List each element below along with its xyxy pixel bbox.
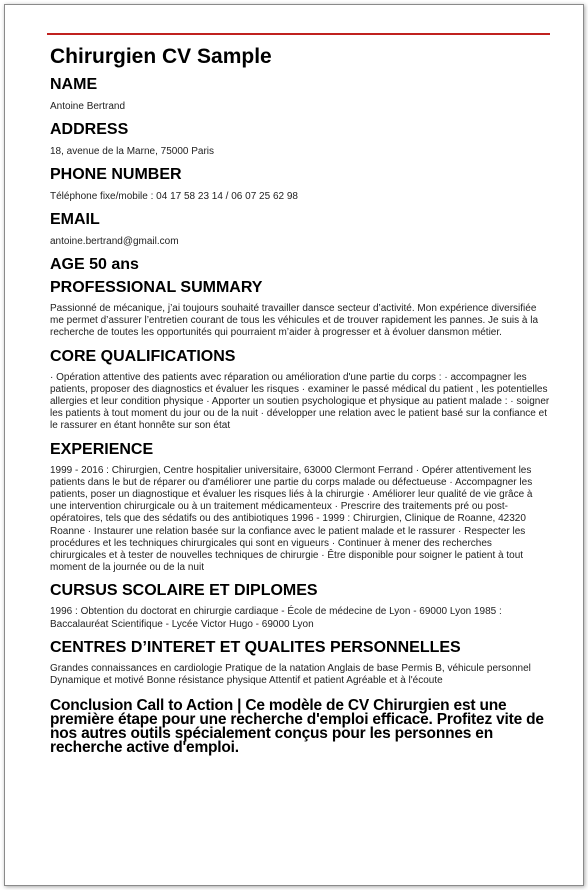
- interests-section: [50, 638, 550, 687]
- email-section: [50, 210, 550, 248]
- summary-heading: PROFESSIONAL SUMMARY: [50, 279, 263, 296]
- qualifications-heading: CORE QUALIFICATIONS: [50, 347, 236, 365]
- cv-title: Chirurgien CV Sample: [50, 45, 272, 68]
- cv-content: [50, 45, 550, 755]
- address-value: 18, avenue de la Marne, 75000 Paris: [50, 146, 214, 157]
- phone-value: Téléphone fixe/mobile : 04 17 58 23 14 / 06 07 25 62 98: [50, 191, 298, 202]
- education-section: [50, 581, 550, 630]
- cv-page: [4, 4, 584, 886]
- name-section: [50, 75, 550, 113]
- experience-section: [50, 440, 550, 575]
- summary-section: [50, 278, 550, 340]
- experience-text: 1999 - 2016 : Chirurgien, Centre hospitalier universitaire, 63000 Clermont Ferrand · Opérer attentivement les patients dans le but de réparer ou d'améliorer une partie du corps malade ou défectueuse · Accompagner les patients, poser un diagnostique et évaluer les risques liés à la chirurgie · Améliorer leur qualité de vie grâce à une intervention chirurgicale ou à un traitement médicamenteux · Prescrire des traitements pré ou post-opératoires, tels que des sédatifs ou des antibiotiques 1996 - 1999 : Chirurgien, Clinique de Roanne, 42320 Roanne · Instaurer une relation basée sur la confiance avec le patient malade et le rassurer · Respecter les procédures et les techniques chirurgicales qui sont en vigueurs · Continuer à mener des recherches chirurgicales et à tester de nouvelles techniques de chirurgie · Être disponible pour soigner le patient à tout moment de la journée ou de la nuit: [50, 464, 533, 574]
- phone-heading: PHONE NUMBER: [50, 166, 182, 183]
- email-heading: EMAIL: [50, 211, 100, 228]
- phone-section: [50, 165, 550, 203]
- conclusion-call-to-action: Conclusion Call to Action | Ce modèle de CV Chirurgien est une première étape pour une recherche d'emploi efficace. Profitez vite de nos autres outils spécialement conçus pour les personnes en recherche active d'emploi.: [50, 697, 544, 757]
- interests-text: Grandes connaissances en cardiologie Pratique de la natation Anglais de base Permis B, véhicule personnel Dynamique et motivé Bonne résistance physique Attentif et patient Agréable et à l'écoute: [50, 662, 531, 687]
- qualifications-text: · Opération attentive des patients avec réparation ou amélioration d'une partie du corps : · accompagner les patients, proposer des diagnostics et évaluer les risques · examiner le passé médical du patient , les potentielles allergies et leur condition physique · Apporter un soutien psychologique et physique au patient malade : · soigner les patients à tout moment du jour ou de la nuit · développer une relation avec le patient basé sur la confiance et le rassurer en étant honnête sur son état: [50, 371, 550, 432]
- address-heading: ADDRESS: [50, 121, 129, 138]
- header-accent-line: [47, 33, 550, 35]
- age-heading: AGE 50 ans: [50, 256, 139, 273]
- name-value: Antoine Bertrand: [50, 101, 126, 112]
- experience-heading: EXPERIENCE: [50, 440, 154, 458]
- email-value: antoine.bertrand@gmail.com: [50, 236, 179, 247]
- education-text: 1996 : Obtention du doctorat en chirurgie cardiaque - École de médecine de Lyon - 69000 Lyon 1985 : Baccalauréat Scientifique - Lycée Victor Hugo - 69000 Lyon: [50, 606, 502, 630]
- name-heading: NAME: [50, 76, 98, 93]
- address-section: [50, 120, 550, 158]
- interests-heading: CENTRES D’INTERET ET QUALITES PERSONNELLES: [50, 638, 461, 656]
- education-heading: CURSUS SCOLAIRE ET DIPLOMES: [50, 582, 318, 600]
- qualifications-section: [50, 347, 550, 433]
- summary-text: Passionné de mécanique, j’ai toujours souhaité travailler dansce secteur d’activité. Mon expérience diversifiée me permet d’assurer l’entretien courant de tous les véhicules et de trouver rapidement les pannes. Je suis à la recherche de toutes les opportunités qui pourraient m’aider à progresser et à évoluer dansmon métier.: [50, 303, 539, 339]
